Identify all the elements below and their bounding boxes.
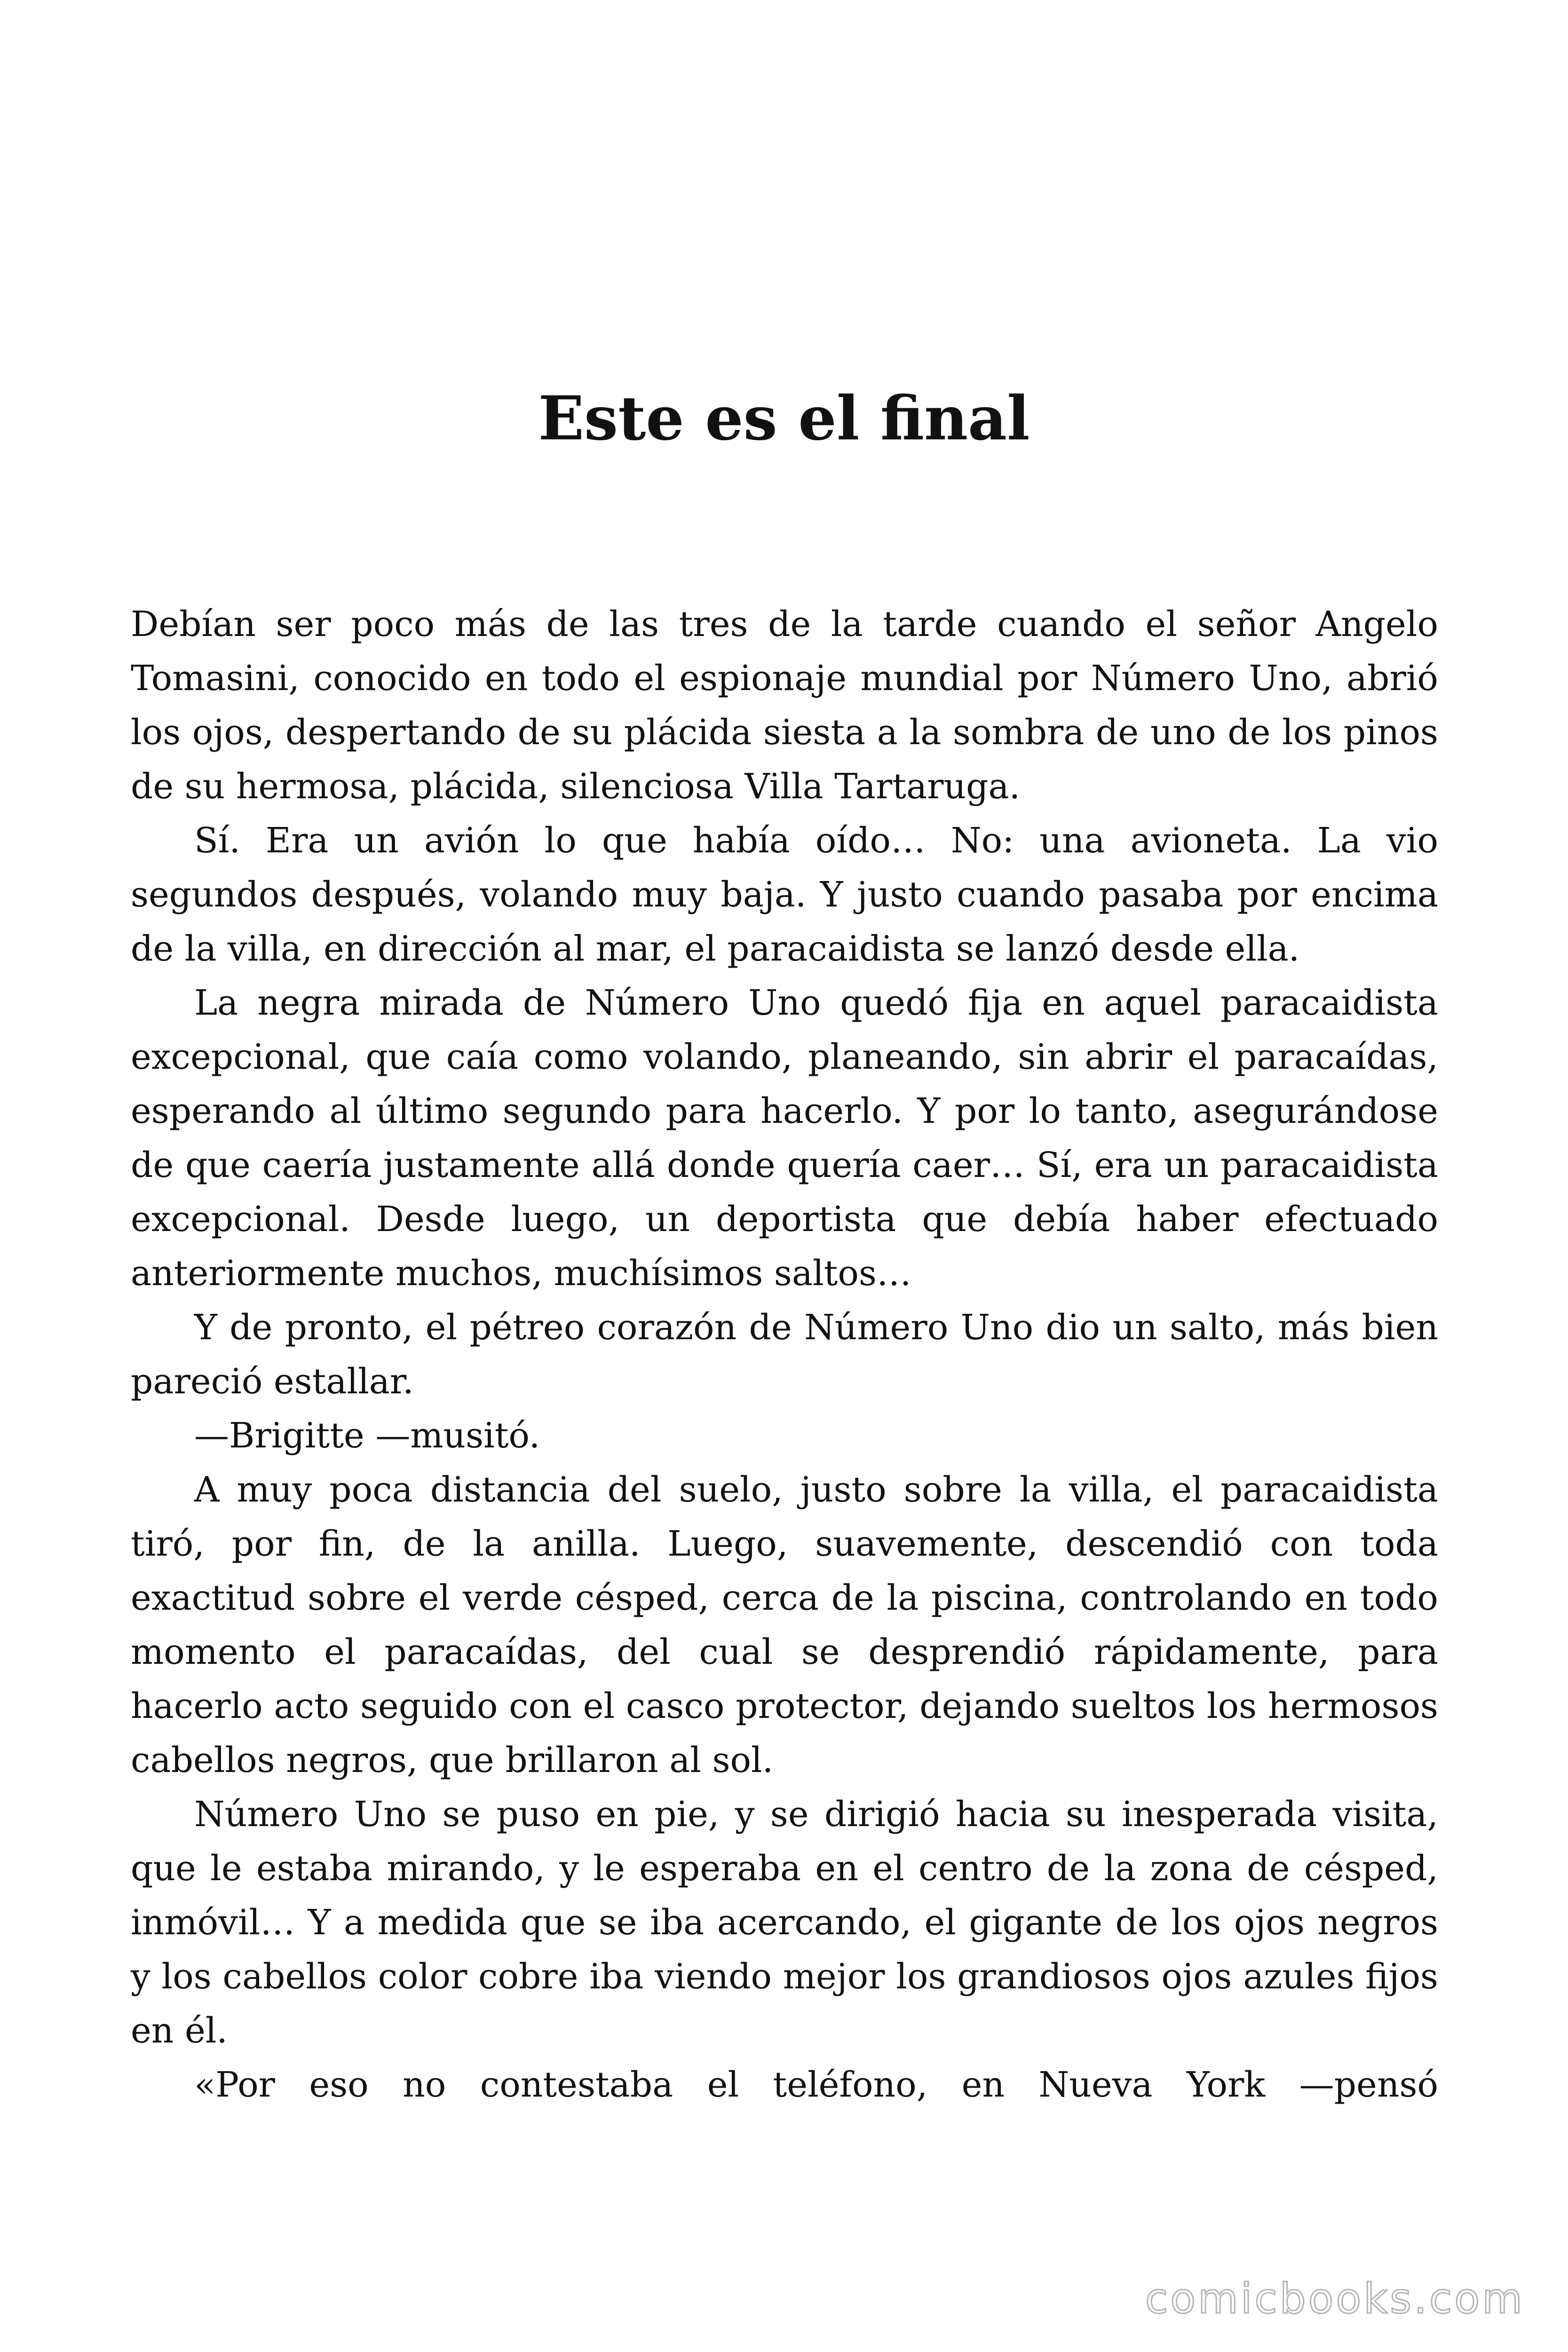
paragraph-6: A muy poca distancia del suelo, justo sobre la villa, el paracaidista tiró, por fin, de la anilla. Luego, suavemente, descendió con toda exactitud sobre el verde césped, cerca de la piscina, controlando en todo momento el paracaídas, del cual se desprendió rápidamente, para hacerlo acto seguido con el casco protector, dejando sueltos los hermosos cabellos negros, que brillaron al sol. <box>131 1470 1438 1780</box>
site-watermark: comicbooks.com <box>1145 2274 1525 2323</box>
paragraph-3: La negra mirada de Número Uno quedó fija en aquel paracaidista excepcional, que caía como volando, planeando, sin abrir el paracaídas, esperando al último segundo para hacerlo. Y por lo tanto, asegurándose de que caería justamente allá donde quería caer… Sí, era un paracaidista excepcional. Desde luego, un deportista que debía haber efectuado anteriormente muchos, muchísimos saltos… <box>131 983 1438 1294</box>
paragraph-1: Debían ser poco más de las tres de la tarde cuando el señor Angelo Tomasini, conocido en todo el espionaje mundial por Número Uno, abrió los ojos, despertando de su plácida siesta a la sombra de uno de los pinos de su hermosa, plácida, silenciosa Villa Tartaruga. <box>131 604 1438 807</box>
paragraph-2: Sí. Era un avión lo que había oído… No: una avioneta. La vio segundos después, volando muy baja. Y justo cuando pasaba por encima de la villa, en dirección al mar, el paracaidista se lanzó desde ella. <box>131 820 1438 969</box>
paragraph-8: «Por eso no contestaba el teléfono, en Nueva York —pensó <box>194 2065 1438 2105</box>
paragraph-5: —Brigitte —musitó. <box>194 1415 540 1456</box>
paragraph-7: Número Uno se puso en pie, y se dirigió hacia su inesperada visita, que le estaba mirando, y le esperaba en el centro de la zona de césped, inmóvil… Y a medida que se iba acercando, el gigante de los ojos negros y los cabellos color cobre iba viendo mejor los grandiosos ojos azules fijos en él. <box>131 1794 1438 2051</box>
chapter-body <box>131 597 1438 2112</box>
chapter-title: Este es el final <box>538 383 1030 454</box>
paragraph-4: Y de pronto, el pétreo corazón de Número Uno dio un salto, más bien pareció estallar. <box>131 1307 1438 1402</box>
